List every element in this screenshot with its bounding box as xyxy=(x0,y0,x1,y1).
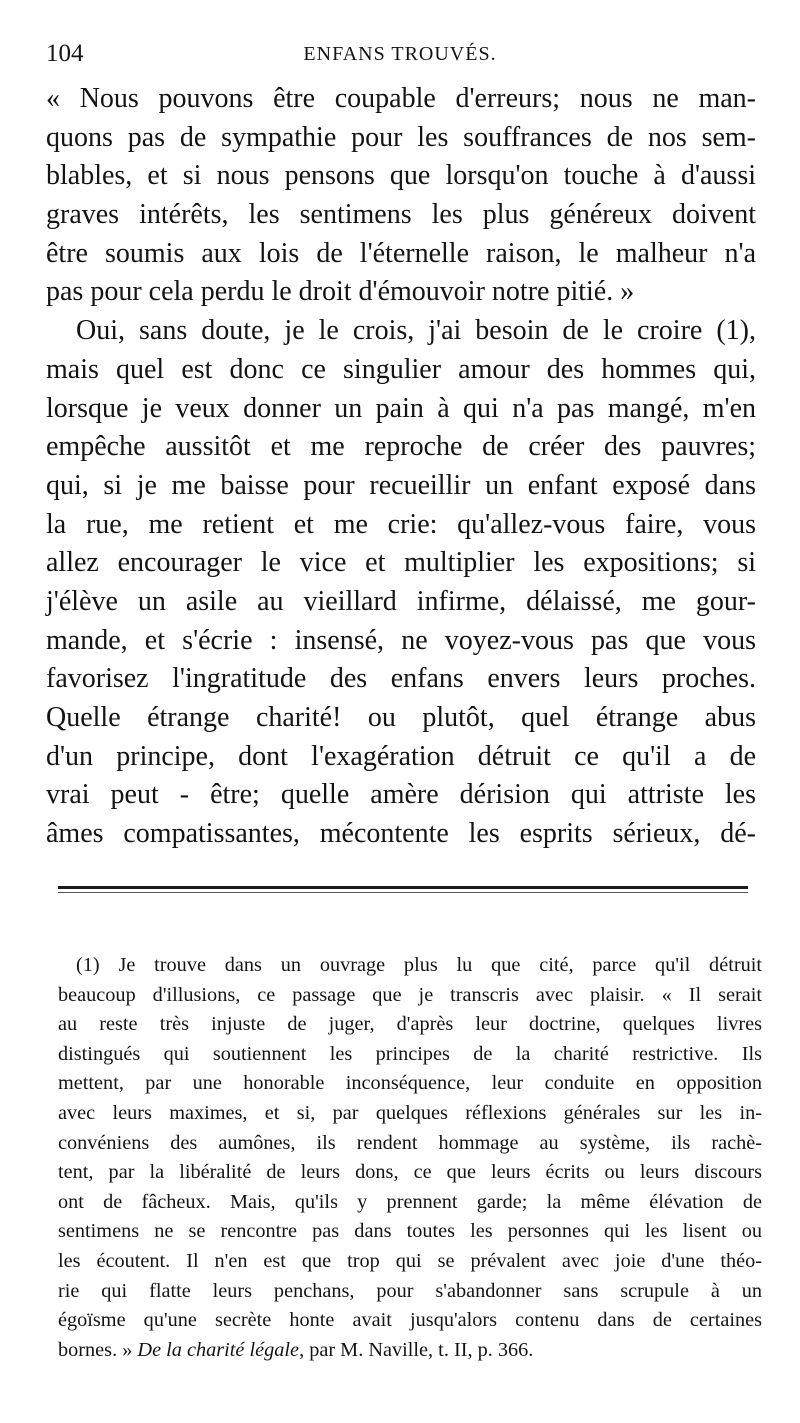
text-line: allez encourager le vice et multiplier les expositions; si xyxy=(46,547,756,579)
text-line: « Nous pouvons être coupable d'erreurs; nous ne man- xyxy=(46,83,756,114)
footnote-line: sentimens ne se rencontre pas dans toutes les personnes qui les lisent ou xyxy=(58,1220,762,1243)
footnote-line: avec leurs maximes, et si, par quelques réflexions générales sur les in- xyxy=(58,1101,762,1124)
text-line: Oui, sans doute, je le crois, j'ai besoin de le croire (1), xyxy=(76,315,756,347)
footnote-divider xyxy=(58,886,748,889)
footnote-line: distingués qui soutiennent les principes de la charité restrictive. Ils xyxy=(58,1042,762,1065)
footnote-line: (1) Je trouve dans un ouvrage plus lu que cité, parce qu'il détruit xyxy=(76,954,762,976)
footnote-line: rie qui flatte leurs penchans, pour s'abandonner sans scrupule à un xyxy=(58,1279,762,1302)
text-line: mais quel est donc ce singulier amour des hommes qui, xyxy=(46,353,756,385)
footnote xyxy=(58,951,762,1365)
running-title: ENFANS TROUVÉS. xyxy=(303,43,497,65)
text-line: Quelle étrange charité! ou plutôt, quel étrange abus xyxy=(46,702,756,733)
text-line: la rue, me retient et me crie: qu'allez-vous faire, vous xyxy=(46,508,756,540)
text-line: d'un principe, dont l'exagération détruit ce qu'il a de xyxy=(46,740,756,772)
footnote-line: tent, par la libéralité de leurs dons, ce que leurs écrits ou leurs discours xyxy=(58,1161,762,1184)
text-line: vrai peut - être; quelle amère dérision qui attriste les xyxy=(46,779,756,811)
text-line: graves intérêts, les sentimens les plus généreux doivent xyxy=(46,199,756,231)
citation-prefix: bornes. » xyxy=(58,1338,138,1361)
running-header xyxy=(0,40,800,76)
text-line: pas pour cela perdu le droit d'émouvoir notre pitié. » xyxy=(46,276,635,308)
footnote-line: les écoutent. Il n'en est que trop qui se prévalent avec joie d'une théo- xyxy=(58,1249,762,1272)
text-line: âmes compatissantes, mécontente les esprits sérieux, dé- xyxy=(46,818,756,850)
page-number: 104 xyxy=(46,40,84,67)
text-line: empêche aussitôt et me reproche de créer des pauvres; xyxy=(46,431,756,463)
footnote-line: ont de fâcheux. Mais, qu'ils y prennent garde; la même élévation de xyxy=(58,1190,762,1213)
footnote-line: convéniens des aumônes, ils rendent hommage au système, ils rachè- xyxy=(58,1131,762,1154)
text-line: favorisez l'ingratitude des enfans envers leurs proches. xyxy=(46,663,756,695)
text-line: j'élève un asile au vieillard infirme, délaissé, me gour- xyxy=(46,585,756,617)
footnote-citation-line xyxy=(58,1336,762,1366)
text-line: être soumis aux lois de l'éternelle raison, le malheur n'a xyxy=(46,237,756,269)
footnote-line: mettent, par une honorable inconséquence, leur conduite en opposition xyxy=(58,1072,762,1095)
text-line: mande, et s'écrie : insensé, ne voyez-vous pas que vous xyxy=(46,624,756,656)
text-line: quons pas de sympathie pour les souffrances de nos sem- xyxy=(46,121,756,153)
footnote-line: beaucoup d'illusions, ce passage que je transcris avec plaisir. « Il serait xyxy=(58,983,762,1006)
footnote-line: au reste très injuste de juger, d'après leur doctrine, quelques livres xyxy=(58,1013,762,1036)
footnote-line: égoïsme qu'une secrète honte avait jusqu'alors contenu dans de certaines xyxy=(58,1309,762,1332)
cited-work-title: De la charité légale xyxy=(137,1338,300,1361)
text-line: blables, et si nous pensons que lorsqu'on touche à d'aussi xyxy=(46,160,756,192)
citation-suffix: , par M. Naville, t. II, p. 366. xyxy=(299,1338,534,1361)
text-line: lorsque je veux donner un pain à qui n'a pas mangé, m'en xyxy=(46,392,756,424)
footnote-divider-thin xyxy=(58,892,748,893)
main-text xyxy=(46,80,756,854)
text-line: qui, si je me baisse pour recueillir un enfant exposé dans xyxy=(46,469,756,501)
